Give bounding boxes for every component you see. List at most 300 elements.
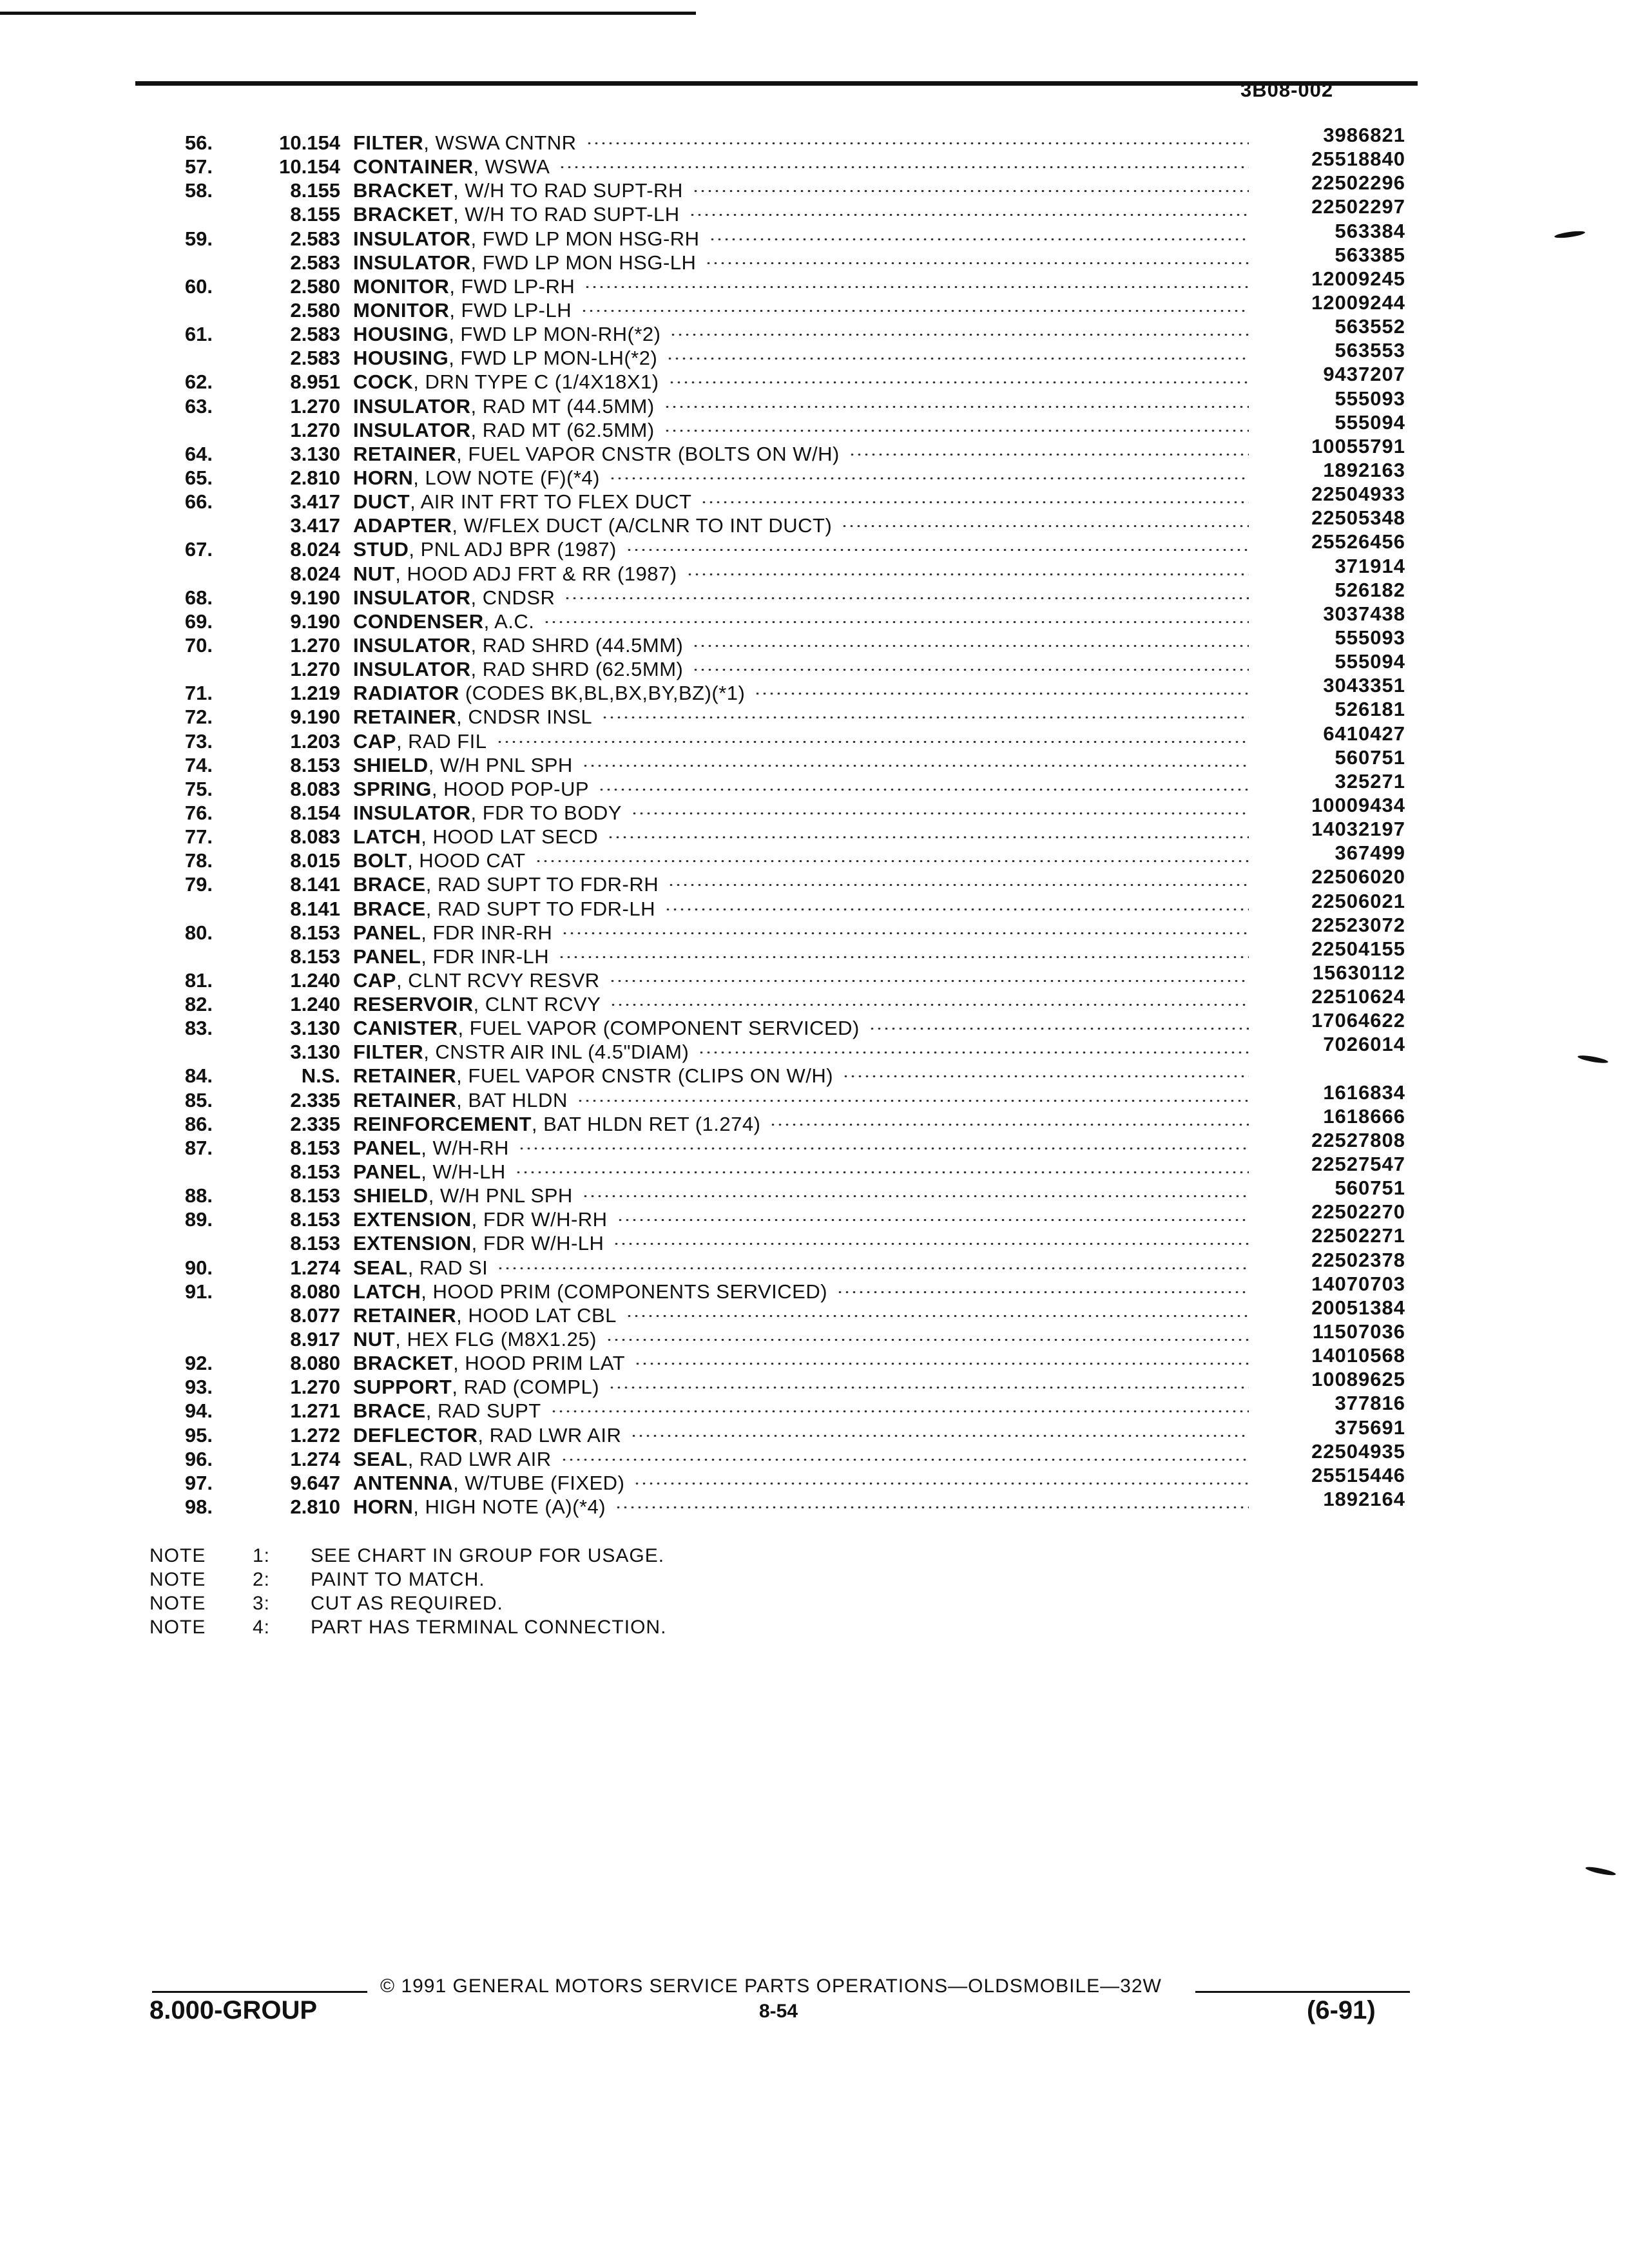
dot-leader: [849, 454, 1249, 456]
part-detail: , RAD MT (44.5MM): [470, 394, 655, 418]
group-number: 2.583: [290, 251, 340, 274]
dot-leader: [709, 238, 1249, 240]
part-name: COCK: [353, 370, 414, 394]
part-number: 22506020: [1311, 865, 1405, 889]
part-name: CAP: [353, 968, 396, 992]
part-number: 22502270: [1311, 1200, 1405, 1224]
part-name: RETAINER: [353, 706, 457, 729]
part-detail: , HOOD PRIM (COMPONENTS SERVICED): [421, 1280, 828, 1303]
item-number: 66.: [184, 490, 213, 514]
dot-leader: [559, 166, 1249, 168]
part-name: RETAINER: [353, 1088, 457, 1111]
dot-leader: [586, 142, 1249, 144]
item-number: 73.: [184, 729, 213, 753]
part-name: BRACE: [353, 897, 426, 920]
dot-leader: [515, 1171, 1249, 1173]
part-number: 20051384: [1311, 1296, 1405, 1319]
dot-leader: [668, 884, 1249, 886]
group-number: 1.270: [290, 418, 340, 441]
parts-row: [0, 698, 1629, 729]
group-number: 8.153: [290, 945, 340, 968]
parts-row: [0, 937, 1629, 968]
item-number: 70.: [184, 633, 213, 657]
item-number: 58.: [184, 179, 213, 202]
group-number: 8.141: [290, 873, 340, 896]
item-number: 64.: [184, 442, 213, 465]
dot-leader: [692, 190, 1249, 192]
part-name: REINFORCEMENT: [353, 1112, 532, 1135]
item-number: 85.: [184, 1088, 213, 1111]
part-name: LATCH: [353, 1280, 421, 1303]
item-number: 60.: [184, 274, 213, 298]
dot-leader: [497, 1267, 1249, 1269]
part-detail: , FDR W/H-RH: [471, 1208, 608, 1231]
dot-leader: [496, 741, 1249, 743]
group-number: 9.190: [290, 610, 340, 633]
group-number: 8.141: [290, 897, 340, 920]
dot-leader: [668, 381, 1249, 383]
part-detail: , AIR INT FRT TO FLEX DUCT: [410, 490, 692, 514]
part-name: SHIELD: [353, 1184, 429, 1207]
group-number: 8.917: [290, 1328, 340, 1351]
part-detail: , FDR W/H-LH: [471, 1232, 604, 1255]
part-detail: , BAT HLDN: [456, 1088, 568, 1111]
note-label: NOTE: [149, 1545, 206, 1566]
dot-leader: [577, 1100, 1249, 1102]
part-name: RETAINER: [353, 1303, 457, 1327]
item-number: 89.: [184, 1208, 213, 1231]
part-number: 526181: [1335, 698, 1405, 721]
group-number: 8.153: [290, 921, 340, 944]
dot-leader: [705, 262, 1249, 264]
part-number: 22506021: [1311, 889, 1405, 912]
part-detail: , FDR TO BODY: [470, 801, 622, 824]
part-number: 3986821: [1323, 124, 1405, 146]
parts-row: [0, 1416, 1629, 1446]
group-number: 1.271: [290, 1399, 340, 1423]
item-number: 57.: [184, 155, 213, 178]
part-name: SPRING: [353, 777, 432, 800]
group-number: 1.240: [290, 993, 340, 1016]
part-number: 22502378: [1311, 1248, 1405, 1271]
item-number: 69.: [184, 610, 213, 633]
part-number: 375691: [1335, 1416, 1405, 1439]
part-name: RETAINER: [353, 442, 457, 465]
part-detail: , A.C.: [483, 610, 535, 633]
parts-row: [0, 1463, 1629, 1494]
part-name: RESERVOIR: [353, 993, 474, 1016]
dot-leader: [689, 214, 1249, 216]
dot-leader: [617, 1219, 1249, 1221]
part-detail: , RAD SUPT TO FDR-LH: [425, 897, 655, 920]
item-number: 81.: [184, 968, 213, 992]
part-name: NUT: [353, 562, 396, 585]
notes-section: [149, 1544, 666, 1639]
parts-row: [0, 841, 1629, 872]
part-number: 560751: [1335, 1177, 1405, 1200]
part-name: BRACKET: [353, 203, 454, 226]
group-number: 8.080: [290, 1352, 340, 1375]
part-name: FILTER: [353, 1041, 424, 1064]
part-detail: , RAD SHRD (44.5MM): [470, 633, 684, 657]
part-detail: , CNDSR INSL: [456, 706, 593, 729]
parts-row: [0, 171, 1629, 202]
note-text: CUT AS REQUIRED.: [311, 1593, 503, 1614]
part-number: 15630112: [1312, 961, 1405, 984]
part-number: 555094: [1335, 650, 1405, 673]
part-number: 555093: [1335, 626, 1405, 649]
dot-leader: [692, 645, 1249, 647]
group-number: 8.083: [290, 777, 340, 800]
item-number: 56.: [184, 131, 213, 154]
item-number: 83.: [184, 1017, 213, 1040]
part-number: 17064622: [1311, 1009, 1405, 1032]
part-detail: , HIGH NOTE (A)(*4): [413, 1495, 606, 1519]
part-detail: , CLNT RCVY RESVR: [396, 968, 600, 992]
part-detail: , FWD LP-RH: [449, 274, 575, 298]
item-number: 84.: [184, 1064, 213, 1088]
part-detail: , HOOD PRIM LAT: [453, 1352, 626, 1375]
parts-row: [0, 961, 1629, 992]
part-number: 12009245: [1311, 267, 1405, 290]
group-number: 8.153: [290, 1184, 340, 1207]
dot-leader: [610, 1004, 1249, 1006]
part-detail: , RAD (COMPL): [452, 1376, 600, 1399]
part-name: BRACE: [353, 1399, 426, 1423]
note-id: 4:: [253, 1617, 271, 1638]
dot-leader: [558, 956, 1249, 958]
part-name: HOUSING: [353, 323, 449, 346]
footer-rule-right: [1195, 1991, 1410, 1993]
part-name: SHIELD: [353, 753, 429, 776]
group-number: 8.951: [290, 370, 340, 394]
group-number: 3.130: [290, 442, 340, 465]
part-name: BOLT: [353, 849, 408, 872]
part-name: ADAPTER: [353, 514, 452, 537]
dot-leader: [584, 286, 1249, 288]
parts-row: [0, 1224, 1629, 1255]
part-name: BRACKET: [353, 179, 454, 202]
dot-leader: [664, 430, 1249, 432]
part-name: ANTENNA: [353, 1471, 454, 1494]
note-text: PART HAS TERMINAL CONNECTION.: [311, 1617, 667, 1638]
parts-row: [0, 291, 1629, 322]
part-number: 563384: [1335, 219, 1405, 242]
part-name: FILTER: [353, 131, 424, 154]
part-name: BRACE: [353, 873, 426, 896]
part-detail: , RAD SUPT TO FDR-RH: [425, 873, 659, 896]
part-number: 377816: [1335, 1392, 1405, 1415]
part-number: 555094: [1335, 410, 1405, 434]
part-detail: , RAD SI: [407, 1256, 488, 1279]
part-name: CANISTER: [353, 1017, 458, 1040]
parts-row: [0, 793, 1629, 824]
group-number: 3.130: [290, 1017, 340, 1040]
parts-row: [0, 315, 1629, 346]
dot-leader: [615, 1506, 1249, 1508]
item-number: 80.: [184, 921, 213, 944]
dot-leader: [630, 1435, 1249, 1437]
item-number: 76.: [184, 801, 213, 824]
dot-leader: [633, 1483, 1249, 1485]
item-number: 82.: [184, 993, 213, 1016]
group-number: 1.274: [290, 1256, 340, 1279]
parts-row: [0, 243, 1629, 274]
parts-list: [0, 124, 1629, 1519]
parts-row: [0, 1344, 1629, 1375]
item-number: 86.: [184, 1112, 213, 1135]
parts-row: [0, 745, 1629, 776]
parts-row: [0, 363, 1629, 394]
dot-leader: [518, 1148, 1249, 1149]
part-detail: (CODES BK,BL,BX,BY,BZ)(*1): [459, 682, 746, 705]
part-name: HORN: [353, 1495, 414, 1519]
dot-leader: [698, 1052, 1249, 1053]
part-name: INSULATOR: [353, 418, 471, 441]
dot-leader: [769, 1124, 1249, 1126]
part-number: 22504935: [1311, 1439, 1405, 1463]
part-number: 22502296: [1311, 171, 1405, 195]
dot-leader: [582, 1195, 1249, 1197]
dot-leader: [626, 1315, 1249, 1317]
part-detail: , HOOD ADJ FRT & RR (1987): [395, 562, 677, 585]
part-name: SUPPORT: [353, 1376, 452, 1399]
parts-row: [0, 1081, 1629, 1111]
dot-leader: [631, 812, 1249, 814]
group-number: 3.417: [290, 490, 340, 514]
part-name: INSULATOR: [353, 251, 471, 274]
part-detail: , W/H-RH: [421, 1136, 509, 1159]
parts-row: [0, 195, 1629, 226]
parts-row: [0, 1177, 1629, 1207]
group-number: 10.154: [279, 131, 340, 154]
part-name: PANEL: [353, 1136, 421, 1159]
part-number: 10089625: [1311, 1368, 1405, 1391]
group-number: 1.203: [290, 729, 340, 753]
part-name: CONTAINER: [353, 155, 474, 178]
parts-row: [0, 124, 1629, 154]
parts-row: [0, 1488, 1629, 1519]
part-name: STUD: [353, 538, 409, 561]
note-id: 1:: [253, 1545, 271, 1566]
group-number: 2.335: [290, 1112, 340, 1135]
part-detail: , HOOD LAT CBL: [456, 1303, 617, 1327]
dot-leader: [564, 597, 1249, 599]
part-detail: , CNDSR: [470, 586, 555, 609]
parts-row: [0, 1200, 1629, 1231]
item-number: 90.: [184, 1256, 213, 1279]
item-number: 88.: [184, 1184, 213, 1207]
parts-row: [0, 1104, 1629, 1135]
part-detail: , W/H-LH: [421, 1160, 506, 1184]
group-number: 1.270: [290, 1376, 340, 1399]
part-number: 25518840: [1311, 148, 1405, 171]
part-number: 6410427: [1323, 722, 1405, 745]
part-detail: , PNL ADJ BPR (1987): [409, 538, 617, 561]
part-name: MONITOR: [353, 298, 450, 322]
part-detail: , RAD LWR AIR: [407, 1447, 552, 1470]
part-number: 3037438: [1323, 602, 1405, 625]
group-number: 2.583: [290, 347, 340, 370]
group-number: 2.580: [290, 274, 340, 298]
dot-leader: [869, 1028, 1249, 1030]
dot-leader: [626, 549, 1249, 551]
parts-row: [0, 1059, 1629, 1088]
note-label: NOTE: [149, 1617, 206, 1638]
group-number: 8.153: [290, 1208, 340, 1231]
part-number: 526182: [1335, 578, 1405, 601]
page-number: 8-54: [759, 2001, 798, 2022]
note-id: 2:: [253, 1569, 271, 1590]
part-number: 22502271: [1311, 1224, 1405, 1247]
part-number: 1892164: [1323, 1488, 1405, 1511]
item-number: 75.: [184, 777, 213, 800]
group-number: 8.154: [290, 801, 340, 824]
part-name: LATCH: [353, 825, 421, 849]
dot-leader: [581, 310, 1249, 312]
part-number: 325271: [1335, 769, 1405, 793]
group-number: 8.015: [290, 849, 340, 872]
part-number: 367499: [1335, 841, 1405, 865]
part-detail: , WSWA: [473, 155, 550, 178]
item-number: 91.: [184, 1280, 213, 1303]
part-detail: , W/TUBE (FIXED): [453, 1471, 625, 1494]
item-number: 96.: [184, 1447, 213, 1470]
part-name: NUT: [353, 1328, 396, 1351]
group-number: 2.335: [290, 1088, 340, 1111]
group-number: 8.083: [290, 825, 340, 849]
item-number: 74.: [184, 753, 213, 776]
part-number: 25515446: [1311, 1463, 1405, 1486]
part-number: 12009244: [1311, 291, 1405, 314]
header-rule: [135, 81, 1418, 86]
group-number: 9.190: [290, 706, 340, 729]
item-number: 61.: [184, 323, 213, 346]
item-number: 62.: [184, 370, 213, 394]
group-number: 1.274: [290, 1447, 340, 1470]
part-number: 555093: [1335, 387, 1405, 410]
part-number: 1616834: [1323, 1081, 1405, 1104]
part-description: [353, 1495, 606, 1519]
top-rule-short: [0, 12, 696, 15]
part-name: CONDENSER: [353, 610, 484, 633]
part-detail: , CLNT RCVY: [473, 993, 601, 1016]
item-number: 77.: [184, 825, 213, 849]
group-label: 8.000-GROUP: [149, 1996, 318, 2024]
part-number: 563553: [1335, 339, 1405, 362]
parts-row: [0, 889, 1629, 920]
group-number: 1.270: [290, 633, 340, 657]
part-name: SEAL: [353, 1447, 408, 1470]
part-name: DUCT: [353, 490, 410, 514]
item-number: 97.: [184, 1471, 213, 1494]
parts-row: [0, 1272, 1629, 1303]
dot-leader: [692, 669, 1249, 671]
part-name: PANEL: [353, 1160, 421, 1184]
part-detail: , FDR INR-LH: [421, 945, 550, 968]
dot-leader: [842, 1075, 1249, 1077]
dot-leader: [841, 525, 1249, 527]
part-detail: , RAD SHRD (62.5MM): [470, 658, 684, 681]
scan-mark: [1585, 1865, 1617, 1877]
note-id: 3:: [253, 1593, 271, 1614]
parts-row: [0, 818, 1629, 849]
group-number: 8.080: [290, 1280, 340, 1303]
part-detail: , HOOD POP-UP: [431, 777, 590, 800]
part-detail: , HOOD CAT: [407, 849, 526, 872]
parts-row: [0, 650, 1629, 681]
dot-leader: [601, 716, 1249, 718]
part-name: PANEL: [353, 945, 421, 968]
part-number: 22504155: [1311, 937, 1405, 960]
parts-row: [0, 458, 1629, 489]
part-detail: , W/H TO RAD SUPT-RH: [453, 179, 683, 202]
group-number: 1.270: [290, 658, 340, 681]
part-number: 14010568: [1311, 1344, 1405, 1367]
part-number: 563385: [1335, 243, 1405, 266]
part-name: EXTENSION: [353, 1208, 472, 1231]
part-detail: , FWD LP MON-LH(*2): [448, 347, 658, 370]
part-detail: , W/H TO RAD SUPT-LH: [453, 203, 680, 226]
part-detail: , RAD FIL: [396, 729, 487, 753]
dot-leader: [535, 860, 1249, 862]
dot-leader: [608, 1387, 1249, 1389]
parts-row: [0, 483, 1629, 514]
part-number: 10055791: [1311, 434, 1405, 457]
part-number: 22504933: [1311, 483, 1405, 506]
dot-leader: [606, 1339, 1249, 1341]
note-line: [149, 1544, 666, 1568]
group-number: 8.153: [290, 753, 340, 776]
parts-row: [0, 769, 1629, 800]
part-detail: , FUEL VAPOR CNSTR (BOLTS ON W/H): [456, 442, 840, 465]
part-name: INSULATOR: [353, 658, 471, 681]
part-number: 22502297: [1311, 195, 1405, 218]
dot-leader: [543, 621, 1249, 623]
note-text: SEE CHART IN GROUP FOR USAGE.: [311, 1545, 665, 1566]
item-number: 63.: [184, 394, 213, 418]
copyright-text: © 1991 GENERAL MOTORS SERVICE PARTS OPERATIONS—OLDSMOBILE—32W: [380, 1975, 1162, 1997]
group-number: 1.270: [290, 394, 340, 418]
part-detail: , DRN TYPE C (1/4X18X1): [413, 370, 659, 394]
item-number: 71.: [184, 682, 213, 705]
item-number: 67.: [184, 538, 213, 561]
dot-leader: [664, 406, 1249, 408]
group-number: 9.647: [290, 1471, 340, 1494]
footer-rule-left: [152, 1991, 367, 1993]
note-line: [149, 1568, 666, 1591]
parts-row: [0, 434, 1629, 465]
parts-row: [0, 219, 1629, 250]
group-number: 8.077: [290, 1303, 340, 1327]
part-detail: , BAT HLDN RET (1.274): [531, 1112, 761, 1135]
part-number: 9437207: [1323, 363, 1405, 386]
part-name: RETAINER: [353, 1064, 457, 1088]
parts-row: [0, 1128, 1629, 1159]
part-name: MONITOR: [353, 274, 450, 298]
group-number: 8.024: [290, 538, 340, 561]
part-detail: , FUEL VAPOR (COMPONENT SERVICED): [458, 1017, 860, 1040]
part-detail: , W/FLEX DUCT (A/CLNR TO INT DUCT): [452, 514, 833, 537]
dot-leader: [670, 334, 1249, 336]
part-detail: , W/H PNL SPH: [428, 753, 573, 776]
part-name: PANEL: [353, 921, 421, 944]
part-name: INSULATOR: [353, 394, 471, 418]
part-detail: , FWD LP MON-RH(*2): [448, 323, 661, 346]
parts-row: [0, 578, 1629, 609]
parts-row: [0, 267, 1629, 298]
part-number: 22527547: [1311, 1153, 1405, 1176]
